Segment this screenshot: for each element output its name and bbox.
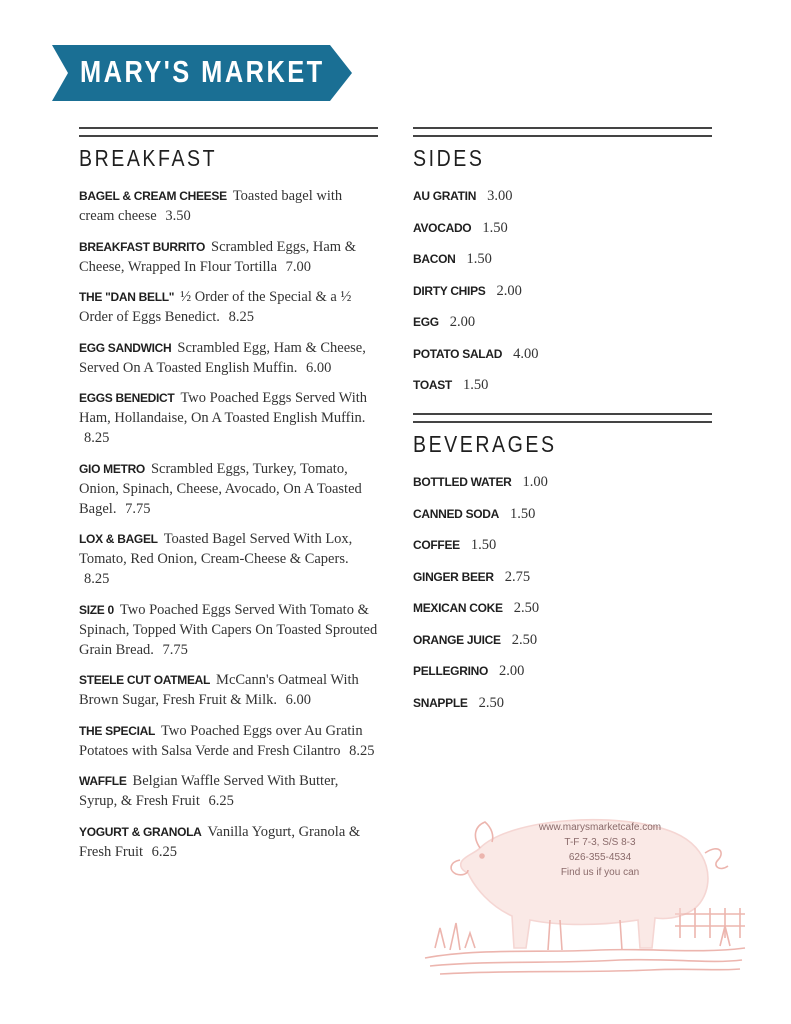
menu-item bbox=[79, 388, 378, 448]
item-description: Toasted bagel with cream cheese bbox=[79, 188, 343, 224]
item-description: ½ Order of the Special & a ½ Order of Eggs Benedict. bbox=[79, 289, 352, 325]
menu-item bbox=[413, 504, 712, 524]
sides-list bbox=[413, 186, 712, 395]
menu-item bbox=[79, 721, 378, 761]
menu-item bbox=[413, 186, 712, 206]
beverages-section bbox=[413, 413, 712, 724]
item-price: 2.50 bbox=[478, 694, 504, 711]
menu-item bbox=[413, 535, 712, 555]
menu-item bbox=[413, 344, 712, 364]
menu-item bbox=[413, 218, 712, 238]
breakfast-list bbox=[79, 186, 378, 862]
item-name: SIZE 0 bbox=[79, 602, 114, 617]
menu-item bbox=[413, 472, 712, 492]
breakfast-section bbox=[79, 127, 378, 872]
item-price: 8.25 bbox=[228, 309, 254, 325]
item-name: DIRTY CHIPS bbox=[413, 283, 486, 298]
item-description: Scrambled Egg, Ham & Cheese, Served On A Toasted English Muffin. bbox=[79, 339, 366, 376]
section-divider bbox=[79, 127, 378, 137]
tagline-text: Find us if you can bbox=[560, 867, 640, 878]
beverages-heading: BEVERAGES bbox=[413, 431, 557, 457]
item-name: BREAKFAST BURRITO bbox=[79, 239, 206, 254]
menu-item bbox=[79, 287, 378, 327]
item-name: EGG SANDWICH bbox=[79, 340, 172, 355]
item-price: 1.50 bbox=[470, 537, 497, 553]
item-price: 8.25 bbox=[349, 742, 375, 759]
item-description: Two Poached Eggs Served With Ham, Hollandaise, On A Toasted English Muffin. bbox=[79, 390, 368, 426]
item-price: 1.50 bbox=[482, 219, 508, 236]
menu-item bbox=[79, 771, 378, 811]
item-name: AU GRATIN bbox=[413, 189, 477, 203]
menu-item bbox=[79, 529, 378, 589]
item-name: EGG bbox=[413, 315, 439, 329]
item-name: THE SPECIAL bbox=[79, 723, 156, 738]
item-description: Toasted Bagel Served With Lox, Tomato, Red Onion, Cream-Cheese & Capers. bbox=[79, 531, 353, 567]
item-price: 7.00 bbox=[285, 258, 312, 275]
item-price: 2.50 bbox=[513, 600, 540, 616]
menu-item bbox=[79, 338, 378, 378]
item-name: ORANGE JUICE bbox=[413, 632, 501, 647]
menu-item bbox=[79, 670, 378, 710]
menu-item bbox=[413, 281, 712, 301]
menu-item bbox=[413, 661, 712, 681]
item-price: 6.00 bbox=[285, 692, 311, 708]
item-price: 7.75 bbox=[162, 641, 188, 658]
item-name: THE "DAN BELL" bbox=[79, 290, 175, 304]
contact-info bbox=[530, 820, 670, 880]
website-link[interactable]: www.marysmarketcafe.com bbox=[538, 822, 662, 833]
sides-section bbox=[413, 127, 712, 407]
beverages-list bbox=[413, 472, 712, 713]
item-price: 3.00 bbox=[487, 188, 513, 204]
menu-item bbox=[79, 186, 378, 226]
item-price: 2.00 bbox=[499, 663, 525, 679]
item-price: 2.75 bbox=[504, 568, 531, 585]
item-name: STEELE CUT OATMEAL bbox=[79, 673, 211, 687]
item-description: McCann's Oatmeal With Brown Sugar, Fresh Fruit & Milk. bbox=[79, 672, 359, 708]
item-name: TOAST bbox=[413, 378, 452, 392]
breakfast-heading: BREAKFAST bbox=[79, 145, 218, 171]
brand-banner bbox=[52, 45, 352, 101]
item-name: POTATO SALAD bbox=[413, 346, 503, 361]
item-price: 6.00 bbox=[305, 359, 332, 376]
menu-item bbox=[79, 237, 378, 277]
item-name: LOX & BAGEL bbox=[79, 532, 158, 546]
menu-item bbox=[413, 249, 712, 269]
section-divider bbox=[413, 127, 712, 137]
section-divider bbox=[413, 413, 712, 423]
item-name: MEXICAN COKE bbox=[413, 601, 503, 615]
item-description: Scrambled Eggs, Ham & Cheese, Wrapped In Flour Tortilla bbox=[79, 238, 356, 275]
item-name: PELLEGRINO bbox=[413, 664, 489, 678]
menu-item bbox=[79, 459, 378, 519]
item-price: 7.75 bbox=[125, 500, 151, 517]
item-name: GINGER BEER bbox=[413, 569, 494, 584]
item-price: 8.25 bbox=[84, 571, 110, 587]
brand-title: MARY'S MARKET bbox=[80, 54, 325, 89]
item-price: 6.25 bbox=[208, 793, 234, 809]
phone-number[interactable]: 626-355-4534 bbox=[568, 852, 632, 863]
menu-item bbox=[413, 312, 712, 332]
item-name: GIO METRO bbox=[79, 461, 145, 476]
item-price: 1.50 bbox=[462, 377, 489, 393]
item-description: Vanilla Yogurt, Granola & Fresh Fruit bbox=[79, 823, 361, 860]
item-price: 2.00 bbox=[496, 282, 522, 299]
menu-item bbox=[79, 600, 378, 660]
item-name: WAFFLE bbox=[79, 774, 127, 788]
sides-heading: SIDES bbox=[413, 145, 485, 171]
item-price: 8.25 bbox=[84, 430, 110, 446]
item-price: 2.00 bbox=[449, 314, 476, 330]
item-name: AVOCADO bbox=[413, 220, 472, 235]
item-name: CANNED SODA bbox=[413, 506, 500, 521]
item-name: BACON bbox=[413, 252, 456, 266]
item-price: 2.50 bbox=[511, 631, 538, 648]
item-name: COFFEE bbox=[413, 538, 460, 552]
item-price: 6.25 bbox=[151, 843, 178, 860]
item-name: YOGURT & GRANOLA bbox=[79, 824, 202, 839]
item-name: BAGEL & CREAM CHEESE bbox=[79, 189, 227, 203]
menu-item bbox=[413, 598, 712, 618]
menu-item bbox=[413, 630, 712, 650]
item-price: 1.50 bbox=[510, 505, 536, 522]
item-description: Two Poached Eggs Served With Tomato & Spinach, Topped With Capers On Toasted Sprouted Grain Bread. bbox=[79, 601, 378, 658]
menu-item bbox=[413, 375, 712, 395]
item-description: Scrambled Eggs, Turkey, Tomato, Onion, Spinach, Cheese, Avocado, On A Toasted Bagel. bbox=[79, 460, 362, 517]
menu-item bbox=[413, 567, 712, 587]
item-name: BOTTLED WATER bbox=[413, 475, 512, 489]
item-price: 4.00 bbox=[513, 345, 539, 362]
item-description: Two Poached Eggs over Au Gratin Potatoes with Salsa Verde and Fresh Cilantro bbox=[79, 722, 363, 759]
item-name: EGGS BENEDICT bbox=[79, 391, 175, 405]
item-description: Belgian Waffle Served With Butter, Syrup, & Fresh Fruit bbox=[79, 773, 339, 809]
item-price: 1.50 bbox=[466, 251, 492, 267]
hours-text: T-F 7-3, S/S 8-3 bbox=[564, 837, 636, 848]
item-price: 1.00 bbox=[522, 474, 548, 490]
menu-item bbox=[413, 693, 712, 713]
item-name: SNAPPLE bbox=[413, 695, 468, 710]
item-price: 3.50 bbox=[165, 208, 191, 224]
menu-item bbox=[79, 822, 378, 862]
